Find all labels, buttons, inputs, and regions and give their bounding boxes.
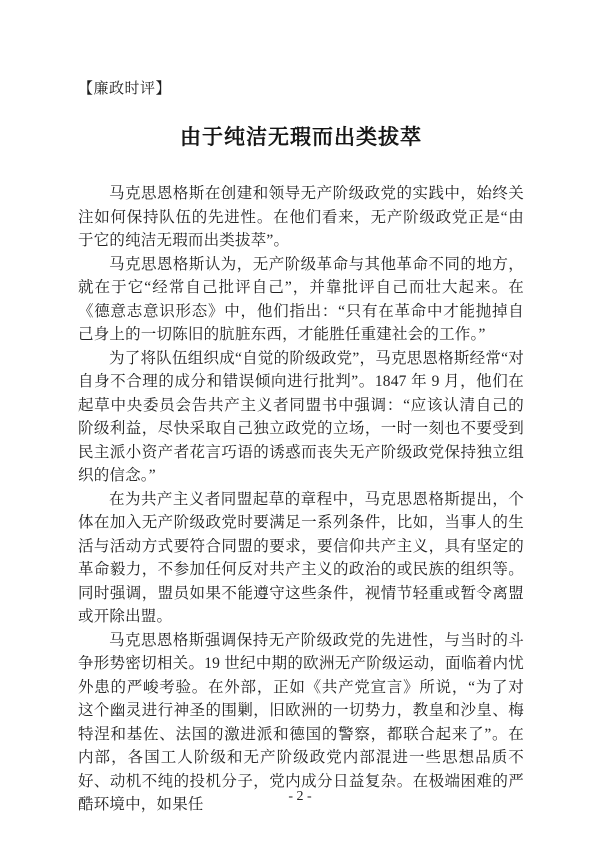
body-paragraph: 马克思恩格斯强调保持无产阶级政党的先进性，与当时的斗争形势密切相关。19 世纪中期的欧洲无产阶级运动，面临着内忧外患的严峻考验。在外部，正如《共产党宣言》所说，“为了对这个幽灵进行神圣的围剿，旧欧洲的一切势力，教皇和沙皇、梅特涅和基佐、法国的激进派和德国的警察，都联合起来了”。在内部，各国工人阶级和无产阶级政党内部混进一些思想品质不好、动机不纯的投机分子，党内成分日益复杂。在极端困难的严酷环境中，如果任 <box>78 631 524 813</box>
document-content <box>78 78 524 817</box>
page-number: - 2 - <box>288 789 312 804</box>
body-paragraph: 马克思恩格斯在创建和领导无产阶级政党的实践中，始终关注如何保持队伍的先进性。在他们看来，无产阶级政党正是“由于它的纯洁无瑕而出类拔萃”。 <box>78 185 524 249</box>
body-paragraph: 为了将队伍组织成“自觉的阶级政党”，马克思恩格斯经常“对自身不合理的成分和错误倾向进行批判”。1847 年 9 月，他们在起草中央委员会告共产主义者同盟书中强调：“应该认清自己的阶级利益，尽快采取自己独立政党的立场，一时一刻也不要受到民主派小资产者花言巧语的诱惑而丧失无产阶级政党保持独立组织的信念。” <box>78 349 524 484</box>
section-tag: 【廉政时评】 <box>78 81 172 97</box>
body-text <box>78 182 524 817</box>
body-paragraph: 在为共产主义者同盟起草的章程中，马克思恩格斯提出，个体在加入无产阶级政党时要满足一系列条件，比如，当事人的生活与活动方式要符合同盟的要求，要信仰共产主义，具有坚定的革命毅力，不参加任何反对共产主义的政治的或民族的组织等。同时强调，盟员如果不能遵守这些条件，视情节轻重或暂令离盟或开除出盟。 <box>78 490 524 625</box>
page-title: 由于纯洁无瑕而出类拔萃 <box>180 125 422 149</box>
body-paragraph: 马克思恩格斯认为，无产阶级革命与其他革命不同的地方，就在于它“经常自己批评自己”，并靠批评自己而壮大起来。在《德意志意识形态》中，他们指出：“只有在革命中才能抛掉自己身上的一切陈旧的肮脏东西，才能胜任重建社会的工作。” <box>78 255 524 343</box>
